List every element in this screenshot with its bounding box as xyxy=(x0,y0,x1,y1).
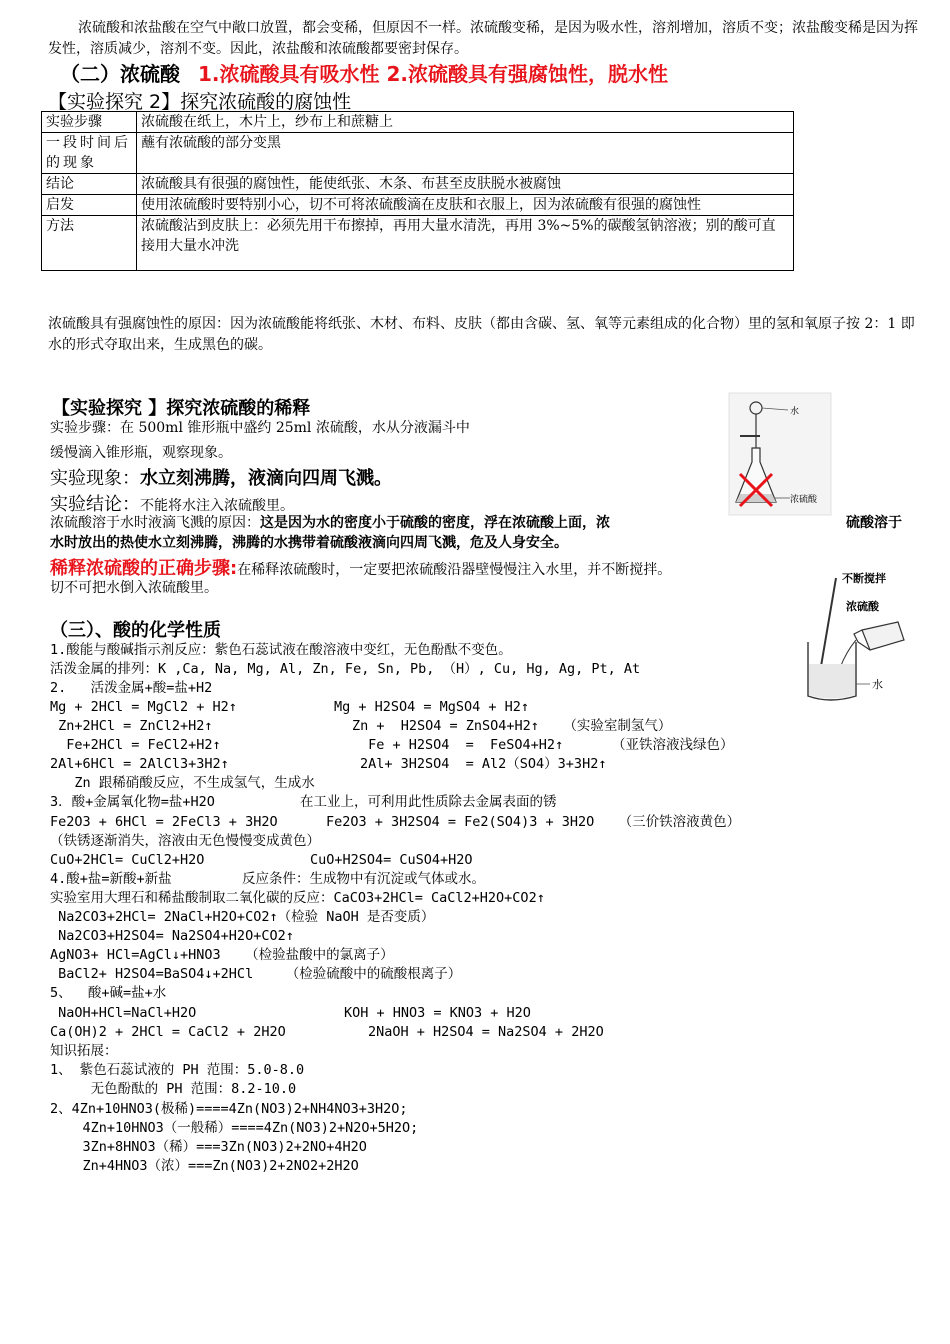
zn-hno3-very-dilute: 2、4Zn+10HNO3(极稀)====4Zn(NO3)2+NH4NO3+3H2O; xyxy=(50,1101,408,1117)
experiment3-step-line1: 实验步骤：在 500ml 锥形瓶中盛约 25ml 浓硫酸，水从分液漏斗中 xyxy=(50,420,470,436)
conclusion-text: 不能将水注入浓硫酸里。 xyxy=(140,498,294,514)
correct-dilution xyxy=(50,554,671,580)
experiment2-title: 【实验探究 2】探究浓硫酸的腐蚀性 xyxy=(48,91,352,113)
reaction-naoh-h2so4: 2NaOH + H2SO4 = Na2SO4 + 2H2O xyxy=(368,1024,604,1040)
phenomenon-text: 水立刻沸腾，液滴向四周飞溅。 xyxy=(140,468,392,489)
splash-reason-text1: 这是因为水的密度小于硫酸的密度，浮在浓硫酸上面，浓 xyxy=(260,515,610,531)
section2-heading xyxy=(60,58,668,87)
section3-title: （三）、酸的化学性质 xyxy=(50,620,221,641)
table-cell-value: 浓硫酸在纸上，木片上，纱布上和蔗糖上 xyxy=(137,112,794,133)
splash-reason-line2: 水时放出的热使水立刻沸腾，沸腾的水携带着硫酸液滴向四周飞溅，危及人身安全。 xyxy=(50,535,568,551)
table-cell-label: 启发 xyxy=(42,195,137,216)
table-row xyxy=(42,216,794,271)
wrong-dilution-figure xyxy=(728,392,833,517)
acid-property-4: 4.酸+盐=新酸+新盐 xyxy=(50,871,172,887)
correct-dilution-figure xyxy=(800,566,912,706)
reaction-cuo-hcl: CuO+2HCl= CuCl2+H2O xyxy=(50,852,205,868)
correct-dilution-text: 在稀释浓硫酸时，一定要把浓硫酸沿器壁慢慢注入水里，并不断搅拌。 xyxy=(237,562,672,578)
dilution-warning: 切不可把水倒入浓硫酸里。 xyxy=(50,580,218,596)
rust-observation: （铁锈逐渐消失，溶液由无色慢慢变成黄色） xyxy=(50,833,320,849)
acid-property-3: 3．酸+金属氧化物=盐+H2O xyxy=(50,794,215,810)
litmus-ph-range: 1、 紫色石蕊试液的 PH 范围：5.0-8.0 xyxy=(50,1062,305,1078)
splash-reason-line1 xyxy=(50,513,610,533)
reaction-al-h2so4: 2Al+ 3H2SO4 = Al2（SO4）3+3H2↑ xyxy=(360,756,607,772)
zn-nitric-note: Zn 跟稀硝酸反应，不生成氢气，生成水 xyxy=(50,775,315,791)
reaction-naoh-hcl: NaOH+HCl=NaCl+H2O xyxy=(50,1005,197,1021)
figure1-water-label: 水 xyxy=(790,407,800,417)
table-cell-value: 蘸有浓硫酸的部分变黑 xyxy=(137,133,794,174)
conclusion-label: 实验结论： xyxy=(50,494,140,515)
knowledge-extension-title: 知识拓展： xyxy=(50,1043,118,1059)
co2-preparation: 实验室用大理石和稀盐酸制取二氧化碳的反应：CaCO3+2HCl= CaCl2+H2O+CO2↑ xyxy=(50,890,545,906)
reaction-bacl2-h2so4: BaCl2+ H2SO4=BaSO4↓+2HCl （检验硫酸中的硫酸根离子） xyxy=(50,966,462,982)
table-row xyxy=(42,195,794,216)
splash-reason-label: 浓硫酸溶于水时液滴飞溅的原因： xyxy=(50,515,260,531)
experiment-table xyxy=(41,111,794,271)
table-cell-label: 方法 xyxy=(42,216,137,271)
figure2-acid-label: 浓硫酸 xyxy=(846,600,879,613)
reaction-fe2o3-h2so4: Fe2O3 + 3H2SO4 = Fe2(SO4)3 + 3H2O （三价铁溶液黄色） xyxy=(326,814,741,830)
reaction-mg-hcl: Mg + 2HCl = MgCl2 + H2↑ xyxy=(50,699,237,715)
experiment3-phenomenon xyxy=(50,464,392,490)
reaction-zn-h2so4: Zn + H2SO4 = ZnSO4+H2↑ （实验室制氢气） xyxy=(352,718,672,734)
reaction-caoh2-hcl: Ca(OH)2 + 2HCl = CaCl2 + 2H2O xyxy=(50,1024,286,1040)
reaction-al-hcl: 2Al+6HCl = 2AlCl3+3H2↑ xyxy=(50,756,229,772)
reaction-na2co3-h2so4: Na2CO3+H2SO4= Na2SO4+H2O+CO2↑ xyxy=(50,928,294,944)
acid-property-5: 5、 酸+碱=盐+水 xyxy=(50,985,167,1001)
table-row xyxy=(42,174,794,195)
corrosion-reason-paragraph: 浓硫酸具有强腐蚀性的原因：因为浓硫酸能将纸张、木材、布料、皮肤（都由含碳、氢、氧等元素组成的化合物）里的氢和氧原子按 2：1 即水的形式夺取出来，生成黑色的碳。 xyxy=(48,316,915,353)
rust-removal-note: 在工业上，可利用此性质除去金属表面的锈 xyxy=(300,794,557,810)
section2-title: （二）浓硫酸 xyxy=(60,62,180,86)
experiment3-step-line2: 缓慢滴入锥形瓶，观察现象。 xyxy=(50,445,232,461)
zn-hno3-ordinary-dilute: 4Zn+10HNO3（一般稀）====4Zn(NO3)2+N2O+5H2O; xyxy=(50,1120,419,1136)
intro-paragraph: 浓硫酸和浓盐酸在空气中敞口放置，都会变稀，但原因不一样。浓硫酸变稀，是因为吸水性，溶剂增加，溶质不变；浓盐酸变稀是因为挥发性，溶质减少，溶剂不变。因此，浓盐酸和浓硫酸都要密封保存。 xyxy=(48,20,918,57)
table-cell-label: 实验步骤 xyxy=(42,112,137,133)
reaction-agno3-hcl: AgNO3+ HCl=AgCl↓+HNO3 （检验盐酸中的氯离子） xyxy=(50,947,394,963)
table-cell-label: 结论 xyxy=(42,174,137,195)
figure2-water-label: 水 xyxy=(872,678,883,691)
reaction-fe-hcl: Fe+2HCl = FeCl2+H2↑ xyxy=(50,737,221,753)
acid-property-1: 1.酸能与酸碱指示剂反应：紫色石蕊试液在酸溶液中变红，无色酚酞不变色。 xyxy=(50,642,512,658)
section2-properties: 1.浓硫酸具有吸水性 2.浓硫酸具有强腐蚀性，脱水性 xyxy=(198,62,668,86)
table-cell-value: 浓硫酸沾到皮肤上：必须先用干布擦掉，再用大量水清洗，再用 3%~5%的碳酸氢钠溶液；别的酸可直接用大量水冲洗 xyxy=(137,216,794,271)
correct-dilution-label: 稀释浓硫酸的正确步骤: xyxy=(50,558,238,579)
reaction-na2co3-hcl: Na2CO3+2HCl= 2NaCl+H2O+CO2↑（检验 NaOH 是否变质） xyxy=(50,909,435,925)
phenomenon-label: 实验现象： xyxy=(50,468,140,489)
reaction-zn-hcl: Zn+2HCl = ZnCl2+H2↑ xyxy=(50,718,213,734)
metal-activity-series: 活泼金属的排列：K ,Ca, Na, Mg, Al, Zn, Fe, Sn, Pb, （H）, Cu, Hg, Ag, Pt, At xyxy=(50,661,641,677)
table-row xyxy=(42,133,794,174)
reaction-condition: 反应条件：生成物中有沉淀或气体或水。 xyxy=(242,871,485,887)
reaction-fe-h2so4: Fe + H2SO4 = FeSO4+H2↑ （亚铁溶液浅绿色） xyxy=(360,737,734,753)
figure1-acid-label: 浓硫酸 xyxy=(790,495,818,505)
acid-property-2: 2. 活泼金属+酸=盐+H2 xyxy=(50,680,213,696)
table-cell-label: 一段时间后的现象 xyxy=(42,133,137,174)
table-cell-value: 浓硫酸具有很强的腐蚀性，能使纸张、木条、布甚至皮肤脱水被腐蚀 xyxy=(137,174,794,195)
zn-hno3-dilute: 3Zn+8HNO3（稀）===3Zn(NO3)2+2NO+4H2O xyxy=(50,1139,367,1155)
splash-reason-text1b: 硫酸溶于 xyxy=(846,515,902,531)
reaction-cuo-h2so4: CuO+H2SO4= CuSO4+H2O xyxy=(310,852,473,868)
phenolphthalein-ph-range: 无色酚酞的 PH 范围：8.2-10.0 xyxy=(50,1081,297,1097)
reaction-fe2o3-hcl: Fe2O3 + 6HCl = 2FeCl3 + 3H2O xyxy=(50,814,278,830)
zn-hno3-concentrated: Zn+4HNO3（浓）===Zn(NO3)2+2NO2+2H2O xyxy=(50,1158,359,1174)
table-cell-value: 使用浓硫酸时要特别小心，切不可将浓硫酸滴在皮肤和衣服上，因为浓硫酸有很强的腐蚀性 xyxy=(137,195,794,216)
experiment3-title: 【实验探究 】探究浓硫酸的稀释 xyxy=(52,398,311,419)
reaction-mg-h2so4: Mg + H2SO4 = MgSO4 + H2↑ xyxy=(334,699,530,715)
reaction-koh-hno3: KOH + HNO3 = KNO3 + H2O xyxy=(344,1005,531,1021)
table-row xyxy=(42,112,794,133)
figure2-stir-label: 不断搅拌 xyxy=(842,572,886,585)
